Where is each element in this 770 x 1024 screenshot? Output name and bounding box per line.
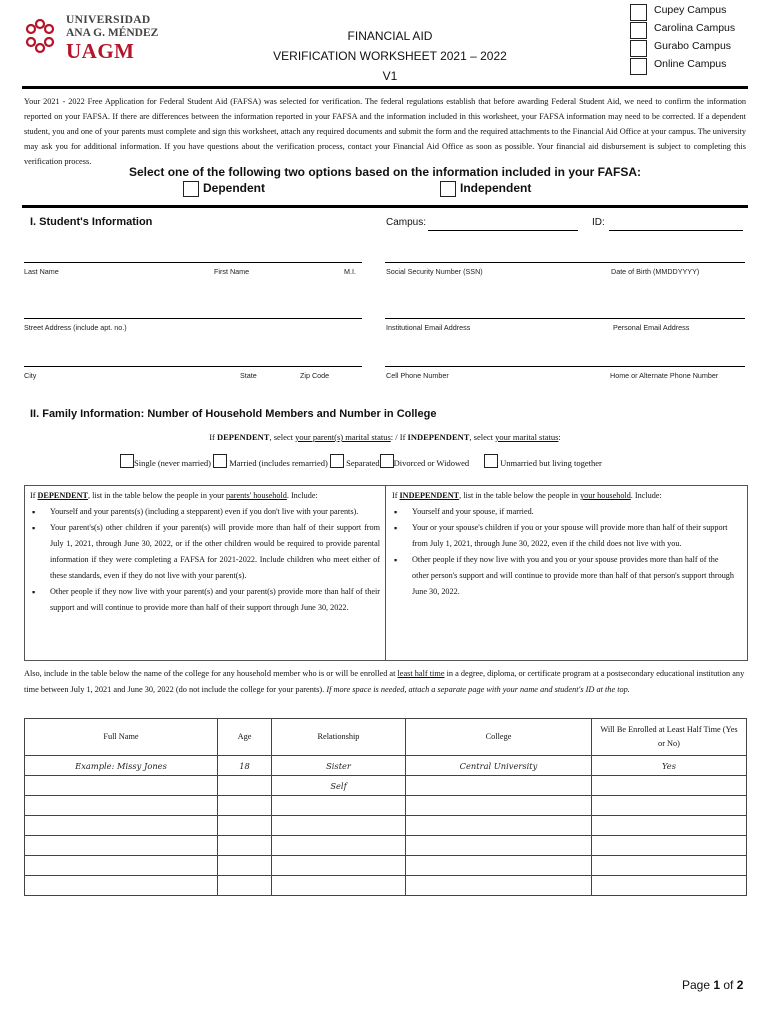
checkbox[interactable] (380, 454, 394, 468)
mi-label: M.I. (344, 267, 356, 276)
marital-option-unmarried[interactable] (484, 458, 602, 468)
checkbox[interactable] (484, 454, 498, 468)
checkbox[interactable] (630, 22, 647, 39)
self-relationship: Self (272, 776, 406, 796)
table-cell[interactable] (406, 816, 592, 836)
independent-instructions (392, 488, 737, 600)
id-field-label: ID: (592, 217, 605, 228)
option-label: Married (includes remarried) (229, 458, 328, 468)
example-college: Central University (406, 756, 592, 776)
title-line-2: VERIFICATION WORKSHEET 2021 – 2022 (273, 49, 507, 63)
section-1-title: I. Student's Information (30, 216, 153, 228)
campus-field-label: Campus: (386, 217, 427, 228)
marital-question (24, 432, 746, 442)
ssn-label: Social Security Number (SSN) (386, 267, 483, 276)
text: , list in the table below the people in (459, 491, 581, 500)
table-cell[interactable] (272, 856, 406, 876)
checkbox[interactable] (630, 4, 647, 21)
checkbox[interactable] (183, 181, 199, 197)
example-age: 18 (218, 756, 272, 776)
list-item: ▪ Other people if they now live with you and you or your spouse provides more than half of the other person's support and will continue to provide more than half of that person's support through June 30, 2022. (392, 552, 737, 600)
name-field[interactable] (24, 262, 362, 263)
inst-email-label: Institutional Email Address (386, 323, 471, 332)
example-relationship: Sister (272, 756, 406, 776)
cell-label: Cell Phone Number (386, 371, 449, 380)
table-row-self (25, 776, 747, 796)
table-header-row (25, 719, 747, 756)
example-enrolled: Yes (592, 756, 747, 776)
text: Page (682, 978, 714, 992)
text: , select (469, 432, 496, 442)
page-number (682, 978, 743, 992)
divider (22, 205, 748, 208)
text: : (558, 432, 561, 442)
table-cell[interactable] (592, 836, 747, 856)
marital-option-married[interactable] (213, 458, 328, 468)
logo-name: ANA G. MÉNDEZ (66, 27, 159, 39)
text: , list in the table below the people in your (88, 491, 227, 500)
table-row (25, 876, 747, 896)
text: If (209, 432, 217, 442)
campus-label: Gurabo Campus (654, 40, 732, 52)
campus-label: Cupey Campus (654, 4, 727, 16)
text: . Include: (630, 491, 662, 500)
list-item: ▪ Yourself and your spouse, if married. (392, 504, 737, 520)
phone-field[interactable] (385, 366, 745, 367)
campus-label: Online Campus (654, 58, 727, 70)
checkbox[interactable] (330, 454, 344, 468)
table-cell[interactable] (218, 776, 272, 796)
marital-option-divorced[interactable] (380, 458, 470, 468)
table-cell[interactable] (25, 816, 218, 836)
table-cell[interactable] (406, 776, 592, 796)
id-field[interactable] (609, 230, 743, 231)
state-label: State (240, 371, 257, 380)
checkbox[interactable] (440, 181, 456, 197)
independent-intro (392, 488, 737, 504)
table-cell[interactable] (218, 816, 272, 836)
text: your parent(s) marital status (295, 432, 391, 442)
option-label: Divorced or Widowed (393, 458, 470, 468)
title-line-3: V1 (382, 69, 398, 83)
marital-option-single[interactable] (120, 458, 211, 468)
street-field[interactable] (24, 318, 362, 319)
list-item: ▪ Your or your spouse's children if you or your spouse will provide more than half of their support from July 1, 2021, through June 30, 2022, even if the child does not live with you. (392, 520, 737, 552)
checkbox[interactable] (213, 454, 227, 468)
personal-email-label: Personal Email Address (613, 323, 690, 332)
table-cell[interactable] (25, 776, 218, 796)
text: parents' household (226, 491, 287, 500)
college-instructions (24, 666, 746, 697)
text: least half time (397, 669, 445, 678)
logo-university: UNIVERSIDAD (66, 14, 151, 26)
campus-field[interactable] (428, 230, 578, 231)
city-field[interactable] (24, 366, 362, 367)
table-cell[interactable] (218, 876, 272, 896)
ssn-dob-field[interactable] (385, 262, 745, 263)
table-row (25, 836, 747, 856)
list-item: ▪ Other people if they now live with your parent(s) and your parent(s) provide more than half of their support and will continue to provide more than half of their support through June 30, 2022. (30, 584, 380, 616)
table-cell[interactable] (592, 776, 747, 796)
text: your marital status (495, 432, 559, 442)
divider (385, 485, 386, 660)
option-heading: Select one of the following two options based on the information included in your FAFSA: (129, 165, 641, 179)
table-cell[interactable] (272, 816, 406, 836)
table-cell[interactable] (272, 796, 406, 816)
table-cell[interactable] (592, 816, 747, 836)
option-label: Dependent (203, 181, 266, 196)
checkbox[interactable] (630, 58, 647, 75)
text: in a degree, diploma, or certificate program at a postsecondary educational institution any time between July 1, 2021 and June 30, 2022 (do not include the college for your parents). (24, 669, 745, 694)
divider (22, 86, 748, 89)
dob-label: Date of Birth (MMDDYYYY) (611, 267, 700, 276)
option-label: Unmarried but living together (500, 458, 602, 468)
text: Also, include in the table below the name of the college for any household member who is or will be enrolled at (24, 669, 398, 678)
text: INDEPENDENT (407, 432, 470, 442)
marital-option-separated[interactable] (330, 458, 380, 468)
table-row (25, 796, 747, 816)
last-name-label: Last Name (24, 267, 59, 276)
table-cell[interactable] (272, 836, 406, 856)
text: of (720, 978, 737, 992)
text: DEPENDENT (37, 491, 88, 500)
table-row (25, 856, 747, 876)
table-cell[interactable] (272, 876, 406, 896)
campus-label: Carolina Campus (654, 22, 736, 34)
logo-brand: UAGM (66, 39, 135, 63)
checkbox[interactable] (630, 40, 647, 57)
checkbox[interactable] (120, 454, 134, 468)
text: : / If (390, 432, 408, 442)
table-row-example (25, 756, 747, 776)
option-label: Single (never married) (134, 458, 211, 468)
city-label: City (24, 371, 37, 380)
col-relationship: Relationship (272, 719, 406, 756)
title-line-1: FINANCIAL AID (347, 29, 433, 43)
intro-paragraph: Your 2021 - 2022 Free Application for Federal Student Aid (FAFSA) was selected for verification. The federal regulations establish that before awarding Federal Student Aid, we need to confirm the information reported on your FAFSA. If there are differences between the information reported in your FAFSA and the information included in this worksheet, your FAFSA information may need to be corrected. If a dependent student, you and one of your parents must complete and sign this worksheet, attach any required documents and submit the form and the required attachments to the Financial Aid Office at your campus. The university may ask you for additional information. If you have questions about the verification process, contact your Financial Aid Office as soon as possible. Your financial aid disbursement is subject to completing this verification process. (24, 97, 746, 166)
table-cell[interactable] (406, 796, 592, 816)
table-cell[interactable] (25, 856, 218, 876)
option-label: Separated (346, 458, 380, 468)
text: INDEPENDENT (399, 491, 460, 500)
dependent-intro (30, 488, 380, 504)
table-row (25, 816, 747, 836)
option-dependent[interactable] (183, 181, 265, 197)
uagm-logo-mark-icon (22, 18, 58, 54)
text: , select (269, 432, 296, 442)
list-item: ▪ Yourself and your parents(s) (including a stepparent) even if you don't live with your parents). (30, 504, 380, 520)
marital-options (120, 454, 602, 468)
street-label: Street Address (include apt. no.) (24, 323, 127, 332)
col-age: Age (218, 719, 272, 756)
email-field[interactable] (385, 318, 745, 319)
col-full-name: Full Name (25, 719, 218, 756)
first-name-label: First Name (214, 267, 250, 276)
text: If (30, 491, 38, 500)
dependent-instructions (30, 488, 380, 616)
table-cell[interactable] (406, 876, 592, 896)
table-cell[interactable] (25, 876, 218, 896)
text: If (392, 491, 400, 500)
table-cell[interactable] (25, 796, 218, 816)
table-cell[interactable] (25, 836, 218, 856)
table-cell[interactable] (592, 796, 747, 816)
table-cell[interactable] (218, 796, 272, 816)
text: your household (580, 491, 631, 500)
section-2-title: II. Family Information: Number of Household Members and Number in College (30, 408, 437, 420)
household-table (24, 718, 747, 896)
form-title (230, 26, 550, 86)
table-cell[interactable] (406, 856, 592, 876)
text: If more space is needed, attach a separate page with your name and student's ID at the top. (326, 684, 630, 694)
text: . Include: (286, 491, 318, 500)
option-label: Independent (460, 181, 532, 196)
col-college: College (406, 719, 592, 756)
col-enrolled: Will Be Enrolled at Least Half Time (Yes or No) (592, 719, 747, 756)
list-item: ▪ Your parent's(s) other children if your parent(s) will provide more than half of their support from July 1, 2021, through June 30, 2022, or if the other children would be required to provide parental information if they were completing a FAFSA for 2021-2022. Include children who meet either of these standards, even if they do not live with your parent(s). (30, 520, 380, 584)
table-cell[interactable] (218, 836, 272, 856)
example-name: Example: Missy Jones (25, 756, 218, 776)
option-independent[interactable] (440, 181, 531, 197)
table-cell[interactable] (406, 836, 592, 856)
home-phone-label: Home or Alternate Phone Number (610, 371, 719, 380)
table-cell[interactable] (592, 876, 747, 896)
text: 2 (736, 978, 744, 992)
table-cell[interactable] (218, 856, 272, 876)
text: DEPENDENT (217, 432, 270, 442)
zip-label: Zip Code (300, 371, 330, 380)
text: 1 (713, 978, 721, 992)
table-cell[interactable] (592, 856, 747, 876)
